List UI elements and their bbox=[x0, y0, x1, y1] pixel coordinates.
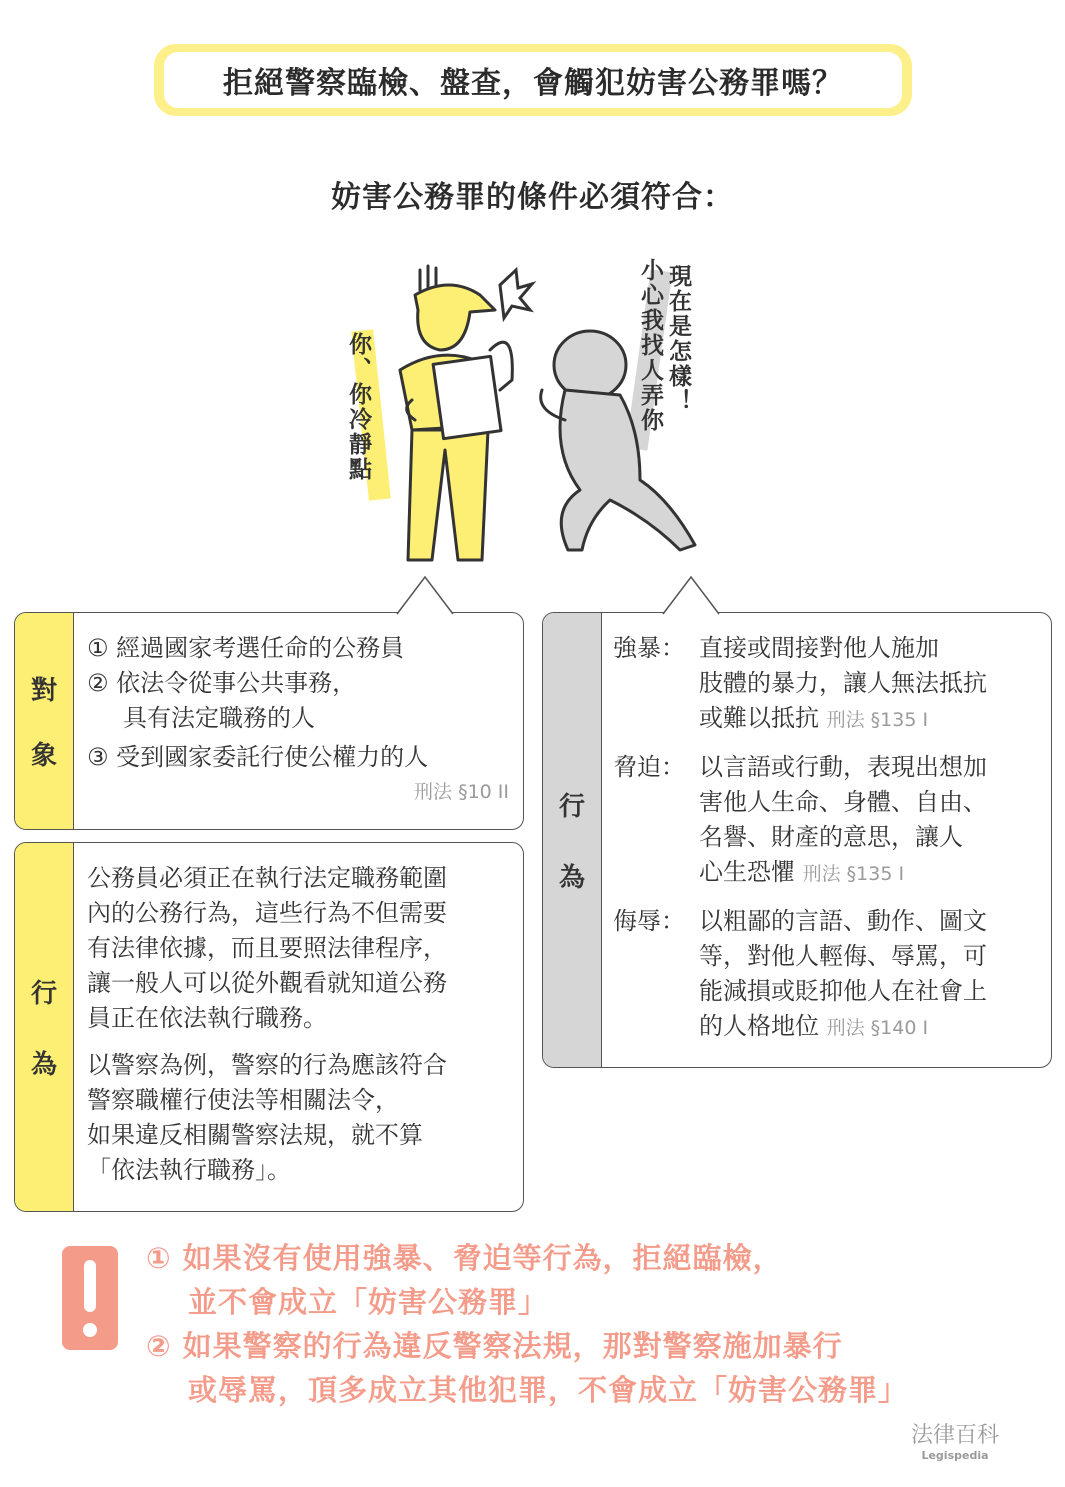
illustration bbox=[320, 250, 760, 570]
paragraph-line: 公務員必須正在執行法定職務範圍 bbox=[87, 864, 447, 892]
subtitle: 妨害公務罪的條件必須符合： bbox=[331, 180, 734, 215]
side-char: 行 bbox=[30, 979, 57, 1009]
card-act-left bbox=[14, 842, 524, 1212]
definition-violence: 強暴： 直接或間接對他人施加 肢體的暴力，讓人無法抵抗 或難以抵抗 刑法 §135 I bbox=[613, 631, 1039, 738]
card-act-right-pointer bbox=[661, 575, 721, 615]
card-act-left-side bbox=[15, 843, 74, 1211]
card-act-left-body bbox=[87, 861, 511, 1188]
paragraph-line: 「依法執行職務」。 bbox=[87, 1156, 291, 1184]
side-char: 為 bbox=[30, 1050, 57, 1080]
list-item: ③ 受到國家委託行使公權力的人 bbox=[87, 743, 429, 771]
card-target-side bbox=[15, 613, 74, 829]
warning-item-continuation: 或辱罵，頂多成立其他犯罪，不會成立「妨害公務罪」 bbox=[188, 1373, 909, 1407]
list-item: ② 依法令從事公共事務， bbox=[87, 669, 357, 697]
paragraph-line: 如果違反相關警察法規，就不算 bbox=[87, 1121, 423, 1149]
paragraph-line: 員正在依法執行職務。 bbox=[87, 1004, 327, 1032]
officer-and-person-illustration bbox=[320, 250, 760, 570]
officer-figure bbox=[400, 266, 512, 560]
warning-item-continuation: 並不會成立「妨害公務罪」 bbox=[188, 1285, 549, 1319]
law-citation: 刑法 §10 II bbox=[414, 781, 509, 803]
card-act-right-body bbox=[613, 631, 1039, 1046]
paragraph-line: 以警察為例，警察的行為應該符合 bbox=[87, 1051, 447, 1079]
side-char: 行 bbox=[558, 792, 585, 822]
paragraph-line: 有法律依據，而且要照法律程序， bbox=[87, 934, 447, 962]
law-citation: 刑法 §140 I bbox=[826, 1017, 929, 1039]
list-item-continuation: 具有法定職務的人 bbox=[123, 704, 315, 732]
brand-name: 法律百科 bbox=[910, 1423, 999, 1448]
paragraph-line: 讓一般人可以從外觀看就知道公務 bbox=[87, 969, 447, 997]
side-char: 為 bbox=[558, 863, 585, 893]
person-speech-line-2: 小心我找人弄你 bbox=[637, 258, 663, 433]
definition-label: 脅迫： bbox=[613, 753, 685, 781]
law-citation: 刑法 §135 I bbox=[802, 863, 905, 885]
exclamation-icon bbox=[62, 1246, 118, 1350]
definition-label: 強暴： bbox=[613, 634, 685, 662]
definition-insult: 侮辱： 以粗鄙的言語、動作、圖文 等，對他人輕侮、辱罵，可 能減損或貶抑他人在社會上 的人格地位 刑法 §140 I bbox=[613, 904, 1039, 1046]
page-title: 拒絕警察臨檢、盤查，會觸犯妨害公務罪嗎？ bbox=[164, 52, 902, 108]
title-banner bbox=[154, 44, 912, 116]
officer-speech: 你、你冷靜點 bbox=[345, 332, 371, 482]
card-act-right bbox=[542, 612, 1052, 1068]
definition-label: 侮辱： bbox=[613, 907, 685, 935]
list-item: ① 經過國家考選任命的公務員 bbox=[87, 634, 405, 662]
paragraph-line: 警察職權行使法等相關法令， bbox=[87, 1086, 399, 1114]
paragraph-line: 內的公務行為，這些行為不但需要 bbox=[87, 899, 447, 927]
card-target-pointer bbox=[395, 575, 455, 615]
warning-notes bbox=[146, 1236, 908, 1412]
side-char: 對 bbox=[30, 676, 57, 706]
card-target bbox=[14, 612, 524, 830]
brand-logo bbox=[890, 1418, 1020, 1462]
card-act-right-side bbox=[543, 613, 602, 1067]
brand-name-en: Legispedia bbox=[921, 1449, 989, 1462]
definition-coercion: 脅迫： 以言語或行動，表現出想加 害他人生命、身體、自由、 名譽、財產的意思，讓人 心生恐懼 刑法 §135 I bbox=[613, 750, 1039, 892]
warning-item: ① 如果沒有使用強暴、脅迫等行為，拒絕臨檢， bbox=[146, 1241, 783, 1275]
person-speech-line-1: 現在是怎樣！ bbox=[665, 264, 691, 414]
law-citation: 刑法 §135 I bbox=[826, 709, 929, 731]
warning-item: ② 如果警察的行為違反警察法規，那對警察施加暴行 bbox=[146, 1329, 843, 1363]
side-char: 象 bbox=[30, 741, 57, 771]
card-target-body bbox=[87, 631, 511, 810]
